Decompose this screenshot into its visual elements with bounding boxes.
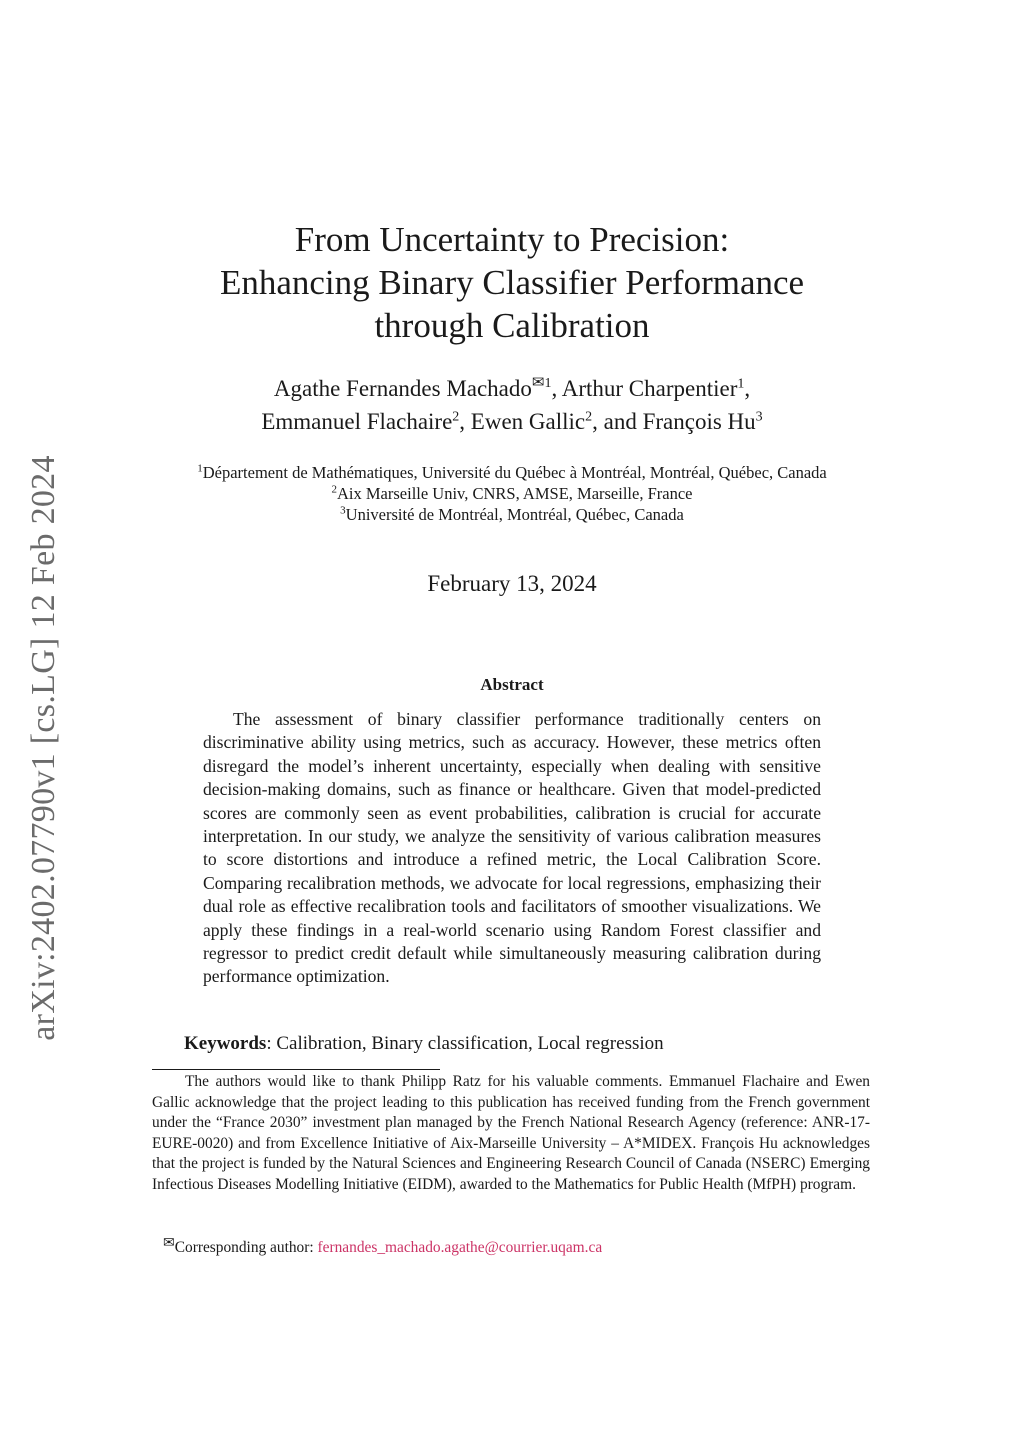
affiliation-text: Département de Mathématiques, Université du Québec à Montréal, Montréal, Québec, Canada: [202, 463, 827, 482]
author-list: [0, 372, 1024, 438]
corresponding-author-note: [163, 1238, 863, 1259]
author-affil-mark: 1: [544, 376, 552, 392]
affiliation-text: Université de Montréal, Montréal, Québec, Canada: [345, 505, 684, 524]
author-conjunction: and: [603, 409, 637, 434]
author-affil-mark: 2: [452, 409, 460, 425]
corresponding-label: Corresponding author:: [174, 1239, 318, 1256]
footnote-divider: [152, 1069, 440, 1070]
affiliation-text: Aix Marseille Univ, CNRS, AMSE, Marseille, France: [337, 484, 693, 503]
email-link[interactable]: fernandes_machado.agathe@courrier.uqam.ca: [317, 1239, 603, 1256]
keywords-text: : Calibration, Binary classification, Local regression: [266, 1033, 664, 1054]
affiliation-item: [0, 462, 1024, 483]
author-affil-mark: 1: [737, 376, 745, 392]
author-name: Agathe Fernandes Machado: [273, 376, 532, 401]
publication-date: February 13, 2024: [427, 571, 597, 596]
author-line-1: Agathe Fernandes Machado$^{✉1}$, Arthur Charpentier$^1$,: [273, 375, 751, 401]
author-name: Emmanuel Flachaire: [261, 409, 453, 434]
author-affil-mark: 2: [585, 409, 593, 425]
affiliation-item: [0, 483, 1024, 504]
envelope-icon: ✉: [531, 375, 545, 392]
author-name: Arthur Charpentier: [561, 376, 738, 401]
affiliations: [0, 462, 1024, 525]
author-name: Ewen Gallic: [470, 409, 586, 434]
author-line-2: Emmanuel Flachaire$^2$, Ewen Gallic$^2$, and François Hu$^3$: [261, 409, 763, 434]
title-line-3: through Calibration: [374, 306, 650, 345]
paper-title: [0, 218, 1024, 347]
author-name: François Hu: [642, 409, 756, 434]
affiliation-mark: 1: [197, 462, 203, 475]
envelope-icon: ✉: [163, 1236, 175, 1251]
abstract-heading: Abstract: [480, 675, 544, 694]
affiliation-mark: 3: [340, 504, 346, 517]
acknowledgement-footnote: The authors would like to thank Philipp Ratz for his valuable comments. Emmanuel Flachaire and Ewen Gallic acknowledge that the project leading to this publication has received funding from the French government under the “France 2030” investment plan managed by the French National Research Agency (reference: ANR-17-EURE-0020) and from Excellence Initiative of Aix-Marseille University – A*MIDEX. François Hu acknowledges that the project is funded by the Natural Sciences and Engineering Research Council of Canada (NSERC) Emerging Infectious Diseases Modelling Initiative (EIDM), awarded to the Mathematics for Public Health (MfPH) program.: [152, 1073, 870, 1193]
affiliation-item: [0, 504, 1024, 525]
author-affil-mark: 3: [755, 409, 763, 425]
arxiv-side-stamp: arXiv:2402.07790v1 [cs.LG] 12 Feb 2024: [25, 455, 62, 1041]
title-line-2: Enhancing Binary Classifier Performance: [219, 263, 805, 302]
affiliation-mark: 2: [331, 483, 337, 496]
keywords: [184, 1033, 884, 1055]
keywords-label: Keywords: [184, 1033, 267, 1054]
abstract-body: The assessment of binary classifier performance traditionally centers on discriminative ability using metrics, such as accuracy. However, these metrics often disregard the model’s inherent uncertainty, especially when dealing with sensitive decision-making domains, such as finance or healthcare. Given that model-predicted scores are commonly seen as event probabilities, calibration is crucial for accurate interpretation. In our study, we analyze the sensitivity of various calibration measures to score distortions and introduce a refined metric, the Local Calibration Score. Comparing recalibration methods, we advocate for local regressions, emphasizing their dual role as effective recalibration tools and facilitators of smoother visualizations. We apply these findings in a real-world scenario using Random Forest classifier and regressor to predict credit default while simultaneously measuring calibration during performance optimization.: [203, 709, 821, 987]
title-line-1: From Uncertainty to Precision:: [294, 220, 730, 259]
